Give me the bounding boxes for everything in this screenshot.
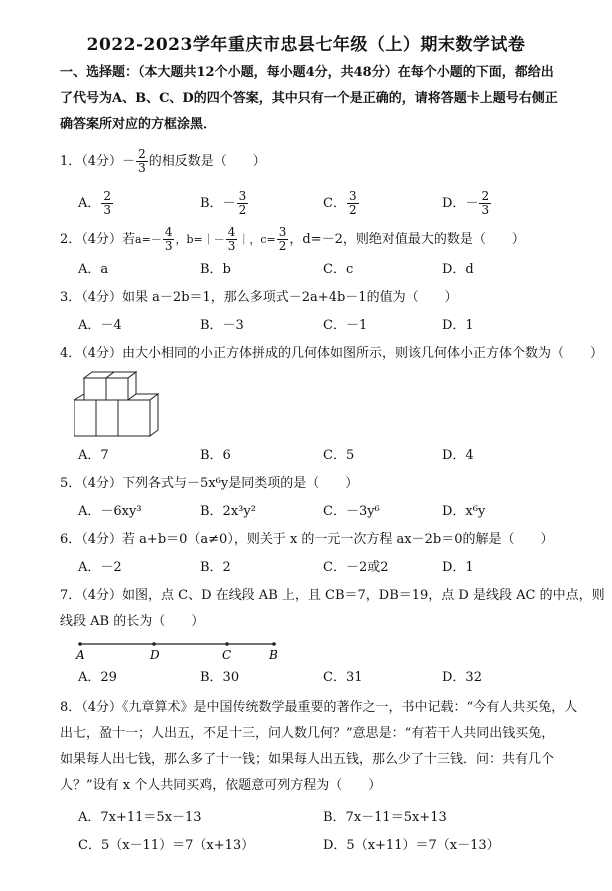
q2-b-num: 4 — [227, 225, 236, 239]
q2-option-b[interactable]: B．b — [200, 262, 231, 277]
question-7-line1: 7．（4分）如图，点 C、D 在线段 AB 上，且 CB＝7，DB＝19，点 D 是线段 AC 的中点，则 — [60, 588, 605, 603]
option-den: 2 — [348, 203, 357, 217]
option-label: D． — [442, 196, 466, 211]
option-fraction — [347, 190, 359, 217]
q2-option-c[interactable]: C．c — [323, 262, 354, 277]
q2-option-d[interactable]: D．d — [442, 262, 474, 277]
point-label-a: A — [76, 648, 85, 662]
q2-c-den: 2 — [278, 239, 287, 253]
question-1 — [60, 148, 266, 175]
q1-option-b[interactable] — [200, 190, 249, 217]
option-sign: － — [465, 196, 479, 211]
question-8-line3: 如果每人出七钱，那么多了十一钱；如果每人出五钱，那么少了十三钱．问：共有几个 — [60, 752, 555, 767]
option-fraction — [237, 190, 249, 217]
option-num: 2 — [481, 189, 490, 203]
point-label-c: C — [222, 648, 232, 662]
q7-option-b[interactable]: B．30 — [200, 670, 240, 685]
q1-neg: － — [122, 154, 136, 169]
q1-den: 3 — [138, 161, 146, 175]
question-8-line4: 人？”设有 x 个人共同买鸡，依题意可列方程为（ ） — [60, 778, 382, 793]
q8-option-d[interactable]: D．5（x+11）＝7（x－13） — [323, 838, 500, 853]
q4-option-d[interactable]: D．4 — [442, 448, 474, 463]
option-label: A． — [78, 196, 101, 211]
q7-option-a[interactable]: A．29 — [78, 670, 117, 685]
q3-option-c[interactable]: C．－1 — [323, 318, 368, 333]
question-5: 5．（4分）下列各式与－5x⁶y是同类项的是（ ） — [60, 476, 359, 491]
q2-a-fraction — [163, 226, 175, 253]
q2-prefix: 2．（4分）若 — [60, 232, 136, 247]
q1-fraction — [136, 148, 148, 175]
q1-option-a[interactable] — [78, 190, 114, 217]
q4-option-b[interactable]: B．6 — [200, 448, 231, 463]
q3-option-b[interactable]: B．－3 — [200, 318, 244, 333]
q5-option-b[interactable]: B．2x³y² — [200, 504, 256, 519]
q5-option-c[interactable]: C．－3y⁶ — [323, 504, 380, 519]
option-fraction — [479, 190, 491, 217]
q4-option-a[interactable]: A．7 — [78, 448, 109, 463]
q1-prefix: 1．（4分） — [60, 154, 123, 169]
q8-option-a[interactable]: A．7x+11＝5x－13 — [78, 810, 202, 825]
option-sign: － — [222, 196, 236, 211]
question-8-line2: 出七，盈十一；人出五，不足十三，问人数几何？”意思是：“有若干人共同出钱买兔， — [60, 726, 555, 741]
q3-option-d[interactable]: D．1 — [442, 318, 474, 333]
option-label: B． — [200, 196, 223, 211]
option-den: 2 — [238, 203, 247, 217]
q2-b-post: ｜，c= — [238, 233, 276, 246]
q7-option-d[interactable]: D．32 — [442, 670, 482, 685]
question-7-line2: 线段 AB 的长为（ ） — [60, 614, 205, 629]
q2-b-den: 3 — [227, 239, 236, 253]
q1-num: 2 — [138, 147, 146, 161]
question-8-line1: 8．（4分）《九章算术》是中国传统数学最重要的著作之一，书中记载：“今有人共买兔，人 — [60, 700, 578, 715]
question-4: 4．（4分）由大小相同的小正方体拼成的几何体如图所示，则该几何体小正方体个数为（ ） — [60, 346, 604, 361]
q2-a-num: 4 — [164, 225, 173, 239]
cube-figure — [74, 370, 164, 438]
q2-a-den: 3 — [164, 239, 173, 253]
option-fraction — [101, 190, 113, 217]
point-label-d: D — [150, 648, 160, 662]
q2-rest: ，d=－2，则绝对值最大的数是（ ） — [289, 232, 525, 247]
option-num: 3 — [238, 189, 247, 203]
question-6: 6．（4分）若 a+b＝0（a≠0），则关于 x 的一元一次方程 ax－2b＝0的解是（ ） — [60, 532, 554, 547]
q2-option-a[interactable]: A．a — [78, 262, 109, 277]
q2-c-fraction — [277, 226, 289, 253]
segment-figure — [74, 638, 284, 662]
q4-option-c[interactable]: C．5 — [323, 448, 355, 463]
q1-suffix: 的相反数是（ ） — [148, 154, 266, 169]
q7-option-c[interactable]: C．31 — [323, 670, 363, 685]
option-label: C． — [323, 196, 346, 211]
question-3: 3．（4分）如果 a－2b＝1，那么多项式－2a+4b－1的值为（ ） — [60, 290, 458, 305]
q8-option-b[interactable]: B．7x－11＝5x+13 — [323, 810, 447, 825]
q6-option-a[interactable]: A．－2 — [78, 560, 122, 575]
option-den: 3 — [481, 203, 490, 217]
q2-b-pre: ，b=｜－ — [175, 233, 225, 246]
q5-option-a[interactable]: A．－6xy³ — [78, 504, 142, 519]
option-den: 3 — [103, 203, 112, 217]
q5-option-d[interactable]: D．x⁶y — [442, 504, 486, 519]
q1-option-d[interactable] — [442, 190, 492, 217]
q6-option-b[interactable]: B．2 — [200, 560, 231, 575]
page-title: 2022-2023学年重庆市忠县七年级（上）期末数学试卷 — [86, 35, 526, 55]
q8-option-c[interactable]: C．5（x－11）＝7（x+13） — [78, 838, 255, 853]
q6-option-c[interactable]: C．－2或2 — [323, 560, 389, 575]
q2-b-fraction — [226, 226, 238, 253]
option-num: 3 — [348, 189, 357, 203]
q6-option-d[interactable]: D．1 — [442, 560, 474, 575]
q1-option-c[interactable] — [323, 190, 360, 217]
q2-c-num: 3 — [278, 225, 287, 239]
q3-option-a[interactable]: A．－4 — [78, 318, 122, 333]
option-num: 2 — [103, 189, 112, 203]
q2-a-pre: a=－ — [135, 233, 162, 246]
point-label-b: B — [269, 648, 278, 662]
section-instructions: 一、选择题：（本大题共12个小题，每小题4分，共48分）在每个小题的下面，都给出了代号为A、B、C、D的四个答案，其中只有一个是正确的，请将答题卡上题号右侧正确答案所对应的方框涂黑． — [60, 65, 558, 132]
question-2 — [60, 226, 525, 253]
